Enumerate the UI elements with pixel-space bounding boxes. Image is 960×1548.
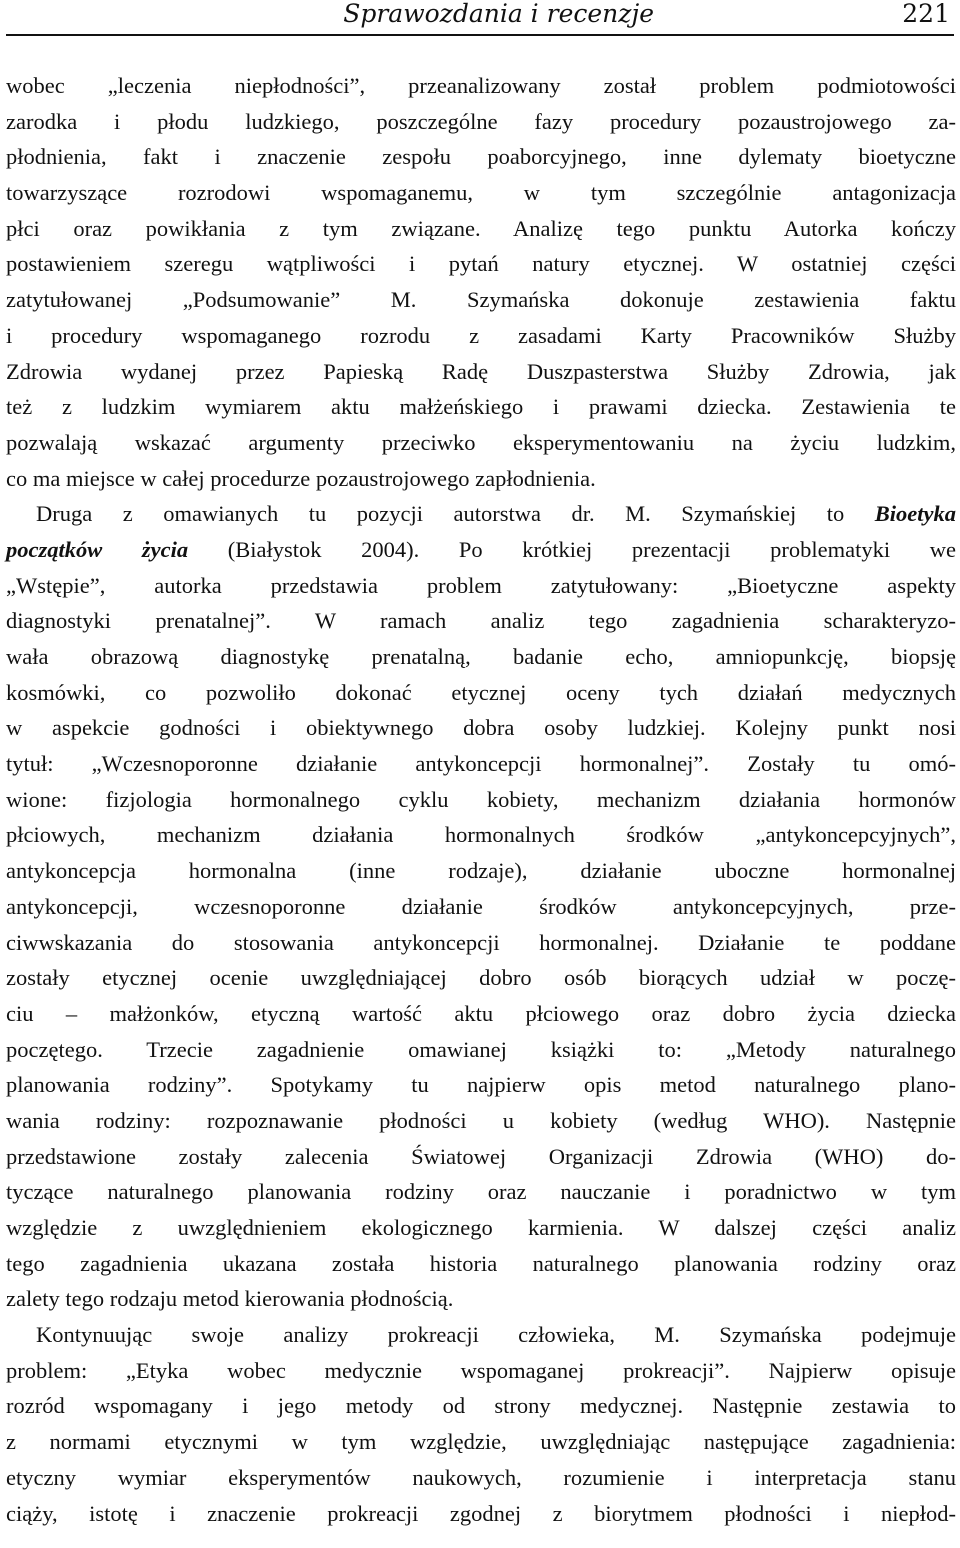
text-line: kosmówki, co pozwoliło dokonać etycznej oceny tych działań medycznych (6, 679, 956, 705)
text-line: przedstawione zostały zalecenia Światowej Organizacji Zdrowia (WHO) do- (6, 1143, 956, 1169)
running-title: Sprawozdania i recenzje (343, 0, 654, 28)
text-line: towarzyszące rozrodowi wspomaganemu, w tym szczególnie antagonizacja (6, 180, 956, 206)
text-line: pozwalają wskazać argumenty przeciwko eksperymentowaniu na życiu ludzkim, (6, 429, 956, 455)
text-line: z normami etycznymi w tym względzie, uwzględniając następujące zagadnienia: (6, 1429, 956, 1455)
text-line: płci oraz powikłania z tym związane. Analizę tego punktu Autorka kończy (6, 215, 956, 241)
text-line: „Wstępie”, autorka przedstawia problem zatytułowany: „Bioetyczne aspekty (6, 572, 956, 598)
text-line: względzie z uwzględnieniem ekologicznego karmienia. W dalszej części analiz (6, 1215, 956, 1240)
text-line: w aspekcie godności i obiektywnego dobra osoby ludzkiej. Kolejny punkt nosi (6, 715, 956, 741)
book-title-part: początków życia (6, 536, 189, 562)
text-segment: (Białystok 2004). Po krótkiej prezentacji problematyki we (227, 536, 957, 562)
text-line: wobec „leczenia niepłodności”, przeanalizowany został problem podmiotowości (6, 73, 956, 98)
text-line: poczętego. Trzecie zagadnienie omawianej książki to: „Metody naturalnego (6, 1036, 956, 1062)
text-line (6, 532, 956, 568)
text-line: i procedury wspomaganego rozrodu z zasadami Karty Pracowników Służby (6, 322, 956, 348)
text-line: zalety tego rodzaju metod kierowania płodnością. (6, 1286, 454, 1312)
text-line: diagnostyki prenatalnej”. W ramach analiz tego zagadnienia scharakteryzo- (6, 608, 956, 634)
text-line: etyczny wymiar eksperymentów naukowych, rozumienie i interpretacja stanu (6, 1464, 956, 1490)
text-line: wała obrazową diagnostykę prenatalną, badanie echo, amniopunkcję, biopsję (6, 644, 956, 669)
text-line: zatytułowanej „Podsumowanie” M. Szymańska dokonuje zestawienia faktu (6, 287, 956, 313)
text-line: Kontynuując swoje analizy prokreacji człowieka, M. Szymańska podejmuje (36, 1322, 956, 1348)
text-segment: Druga z omawianych tu pozycji autorstwa dr. M. Szymańskiej to (36, 501, 845, 527)
text-line: postawieniem szeregu wątpliwości i pytań natury etycznej. W ostatniej części (6, 251, 956, 277)
text-line: rozród wspomagany i jego metody od strony medycznej. Następnie zestawia to (6, 1393, 956, 1419)
text-line: planowania rodziny”. Spotykamy tu najpierw opis metod naturalnego plano- (6, 1072, 956, 1098)
page-number: 221 (902, 0, 950, 28)
text-line: zostały etycznej ocenie uwzględniającej dobro osób biorących udział w poczę- (6, 965, 956, 991)
text-line: płciowych, mechanizm działania hormonalnych środków „antykoncepcyjnych”, (6, 822, 956, 848)
text-line: też z ludzkim wymiarem aktu małżeńskiego i prawami dziecka. Zestawienia te (6, 394, 956, 420)
text-line: ciąży, istotę i znaczenie prokreacji zgodnej z biorytmem płodności i niepłod- (6, 1500, 956, 1526)
running-header (6, 0, 954, 36)
text-line: tyczące naturalnego planowania rodziny oraz nauczanie i poradnictwo w tym (6, 1179, 956, 1205)
text-line: co ma miejsce w całej procedurze pozaustrojowego zapłodnienia. (6, 465, 596, 491)
text-line: Zdrowia wydanej przez Papieską Radę Duszpasterstwa Służby Zdrowia, jak (6, 358, 956, 384)
text-line: wania rodziny: rozpoznawanie płodności u kobiety (według WHO). Następnie (6, 1107, 956, 1133)
text-line: problem: „Etyka wobec medycznie wspomaganej prokreacji”. Najpierw opisuje (6, 1357, 956, 1383)
text-line (6, 496, 956, 532)
text-line: antykoncepcji, wczesnoporonne działanie środków antykoncepcyjnych, prze- (6, 893, 956, 919)
text-line: tytuł: „Wczesnoporonne działanie antykoncepcji hormonalnej”. Zostały tu omó- (6, 751, 956, 777)
text-line: tego zagadnienia ukazana została historia naturalnego planowania rodziny oraz (6, 1250, 956, 1276)
text-line: ciwwskazania do stosowania antykoncepcji hormonalnej. Działanie te poddane (6, 929, 956, 955)
text-line: antykoncepcja hormonalna (inne rodzaje), działanie uboczne hormonalnej (6, 858, 956, 884)
text-line: wione: fizjologia hormonalnego cyklu kobiety, mechanizm działania hormonów (6, 786, 956, 812)
text-line: ciu – małżonków, etyczną wartość aktu płciowego oraz dobro życia dziecka (6, 1000, 956, 1026)
book-title-part: Bioetyka (874, 501, 956, 527)
text-line: płodnienia, fakt i znaczenie zespołu poaborcyjnego, inne dylematy bioetyczne (6, 144, 956, 170)
text-line: zarodka i płodu ludzkiego, poszczególne fazy procedury pozaustrojowego za- (6, 108, 956, 134)
body-text (6, 68, 956, 1531)
